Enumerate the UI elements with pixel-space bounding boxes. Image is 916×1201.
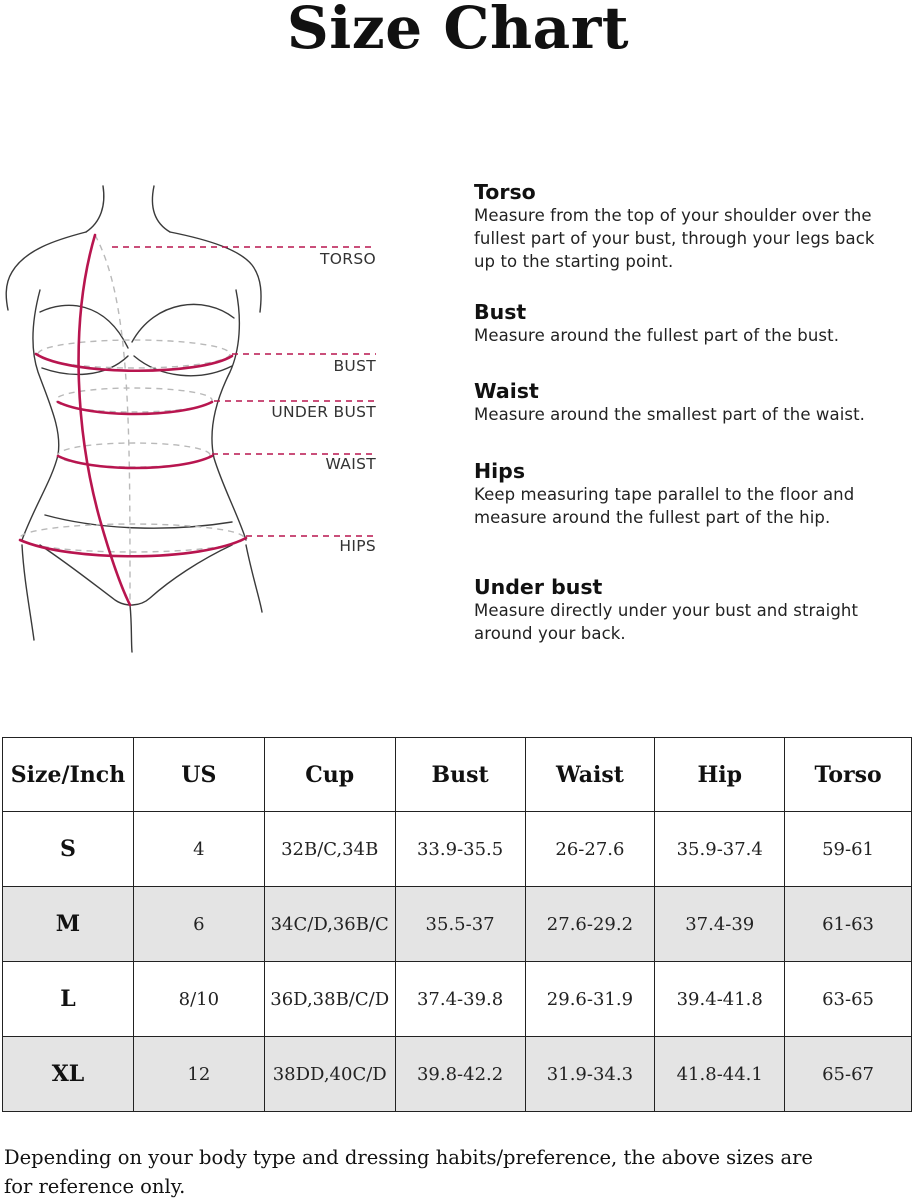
- waist-description: [474, 379, 904, 426]
- table-header-row: [3, 738, 912, 812]
- body-outline-illustration: [0, 180, 460, 660]
- hips-text-line-2: measure around the fullest part of the hip.: [474, 508, 831, 527]
- table-cell: 8/10: [133, 962, 264, 1037]
- header-torso: Torso: [785, 738, 912, 812]
- table-cell: 39.8-42.2: [395, 1037, 525, 1112]
- hips-description: [474, 459, 904, 529]
- table-cell: 38DD,40C/D: [264, 1037, 395, 1112]
- under-bust-text-line-2: around your back.: [474, 624, 626, 643]
- header-us: US: [133, 738, 264, 812]
- under-bust-description: [474, 575, 904, 645]
- torso-text-line-1: Measure from the top of your shoulder over the: [474, 206, 872, 225]
- table-row: [3, 812, 912, 887]
- under-bust-text-line-1: Measure directly under your bust and straight: [474, 601, 859, 620]
- table-cell: 36D,38B/C/D: [264, 962, 395, 1037]
- table-cell: 26-27.6: [525, 812, 655, 887]
- header-bust: Bust: [395, 738, 525, 812]
- table-cell: 65-67: [785, 1037, 912, 1112]
- torso-heading: Torso: [474, 180, 536, 204]
- header-hip: Hip: [655, 738, 785, 812]
- waist-heading: Waist: [474, 379, 539, 403]
- size-table: [2, 737, 912, 1112]
- table-cell: 6: [133, 887, 264, 962]
- table-row: [3, 1037, 912, 1112]
- table-cell: XL: [3, 1037, 134, 1112]
- waist-text-line-1: Measure around the smallest part of the waist.: [474, 405, 866, 424]
- table-row: [3, 887, 912, 962]
- torso-description: [474, 180, 904, 273]
- table-row: [3, 962, 912, 1037]
- bust-heading: Bust: [474, 300, 527, 324]
- table-cell: 29.6-31.9: [525, 962, 655, 1037]
- hips-heading: Hips: [474, 459, 526, 483]
- table-cell: 39.4-41.8: [655, 962, 785, 1037]
- table-cell: 37.4-39.8: [395, 962, 525, 1037]
- torso-text-line-2: fullest part of your bust, through your legs back: [474, 229, 875, 248]
- under-bust-heading: Under bust: [474, 575, 603, 599]
- torso-label: TORSO: [320, 250, 376, 268]
- table-cell: S: [3, 812, 134, 887]
- header-waist: Waist: [525, 738, 655, 812]
- hips-label: HIPS: [339, 537, 376, 555]
- table-cell: M: [3, 887, 134, 962]
- table-cell: 37.4-39: [655, 887, 785, 962]
- table-cell: 33.9-35.5: [395, 812, 525, 887]
- table-cell: 32B/C,34B: [264, 812, 395, 887]
- torso-text-line-3: up to the starting point.: [474, 252, 674, 271]
- bust-label: BUST: [333, 357, 376, 375]
- table-cell: 27.6-29.2: [525, 887, 655, 962]
- page-title: Size Chart: [286, 0, 630, 62]
- reference-note-line-1: Depending on your body type and dressing habits/preference, the above sizes are: [4, 1146, 813, 1169]
- table-cell: 35.9-37.4: [655, 812, 785, 887]
- reference-note: [4, 1143, 884, 1201]
- table-cell: L: [3, 962, 134, 1037]
- table-cell: 41.8-44.1: [655, 1037, 785, 1112]
- table-cell: 63-65: [785, 962, 912, 1037]
- table-cell: 4: [133, 812, 264, 887]
- reference-note-line-2: for reference only.: [4, 1175, 186, 1198]
- hips-text-line-1: Keep measuring tape parallel to the floor and: [474, 485, 855, 504]
- table-cell: 31.9-34.3: [525, 1037, 655, 1112]
- table-cell: 34C/D,36B/C: [264, 887, 395, 962]
- header-size-inch: Size/Inch: [3, 738, 134, 812]
- under-bust-label: UNDER BUST: [271, 403, 376, 421]
- table-cell: 12: [133, 1037, 264, 1112]
- table-cell: 61-63: [785, 887, 912, 962]
- bust-description: [474, 300, 904, 347]
- bust-text-line-1: Measure around the fullest part of the bust.: [474, 326, 840, 345]
- body-measurement-figure: [0, 180, 460, 660]
- table-cell: 59-61: [785, 812, 912, 887]
- waist-label: WAIST: [325, 455, 376, 473]
- table-cell: 35.5-37: [395, 887, 525, 962]
- header-cup: Cup: [264, 738, 395, 812]
